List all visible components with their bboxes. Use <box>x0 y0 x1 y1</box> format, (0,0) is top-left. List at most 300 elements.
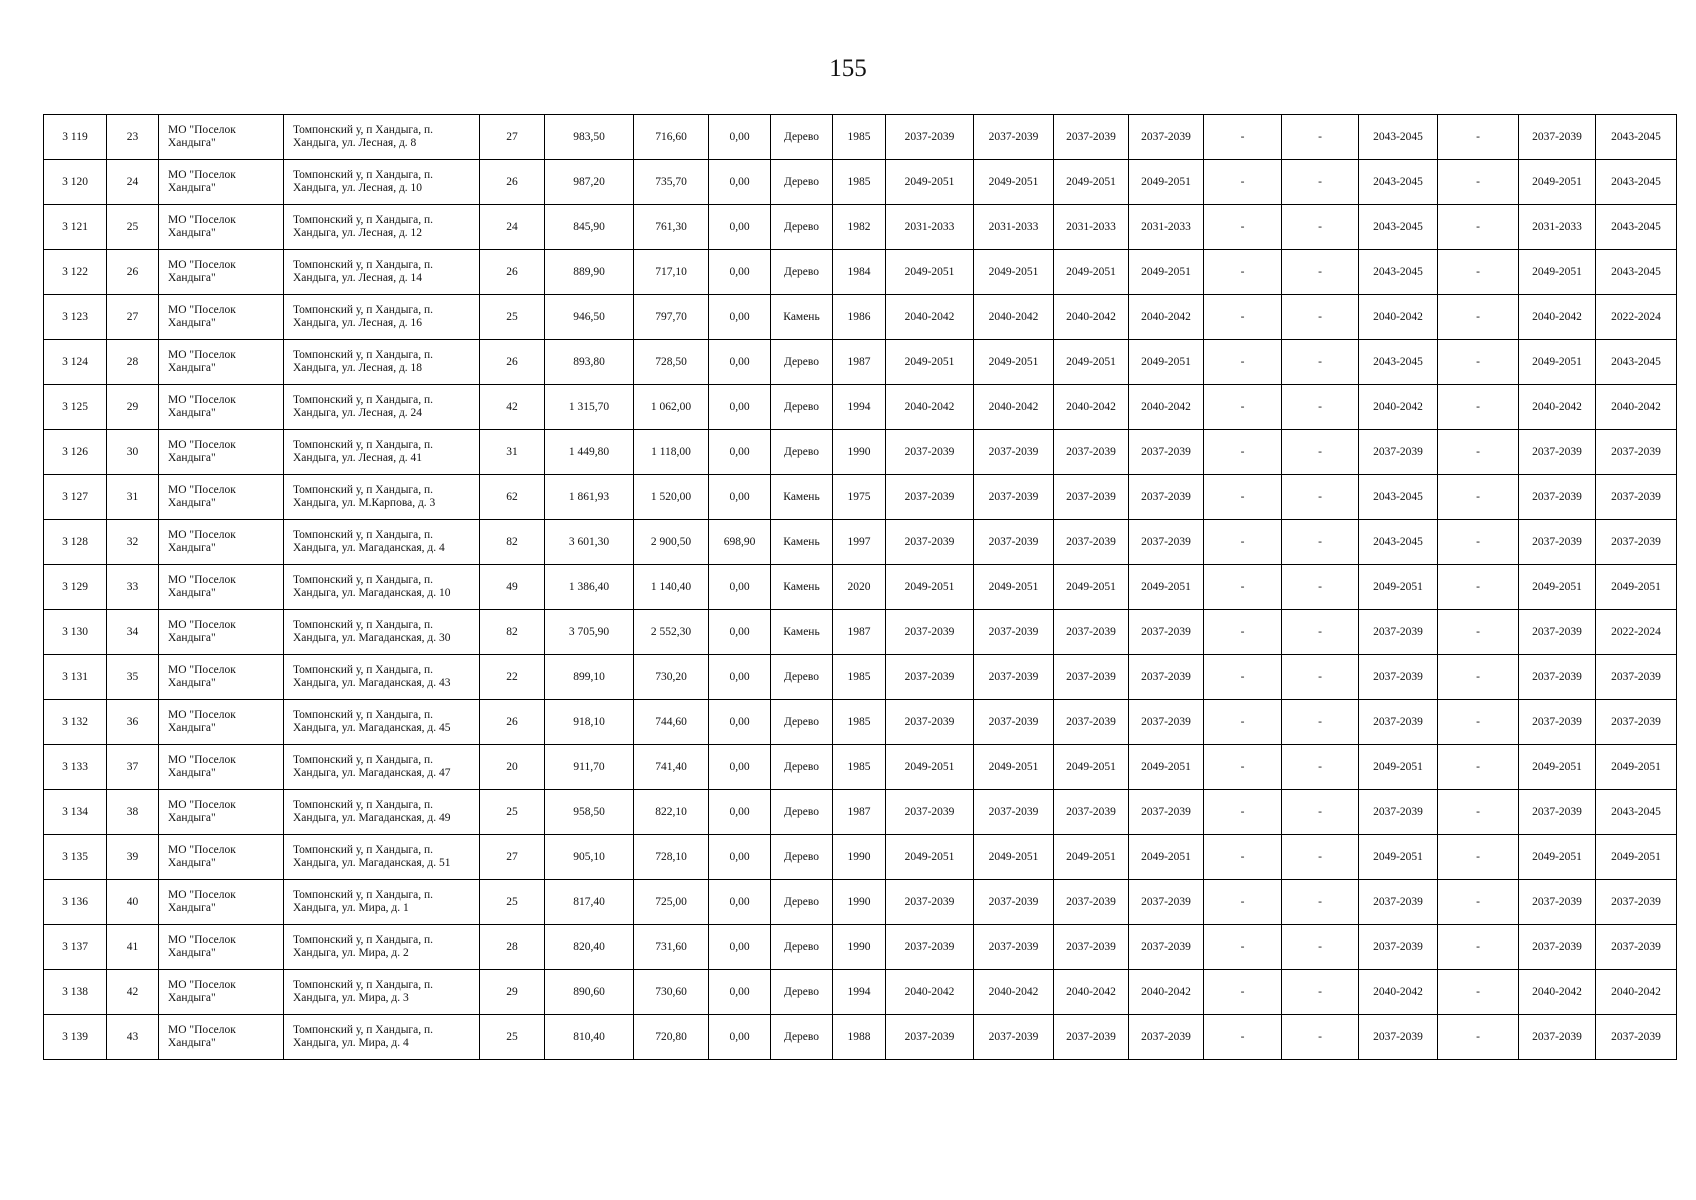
repair-period-6-cell: - <box>1282 205 1359 250</box>
row-number-cell: 3 134 <box>44 790 107 835</box>
apartments-count-cell: 82 <box>480 520 545 565</box>
nonresidential-area-cell: 0,00 <box>709 250 771 295</box>
residential-area-cell: 716,60 <box>634 115 709 160</box>
municipality-cell: МО "Поселок Хандыга" <box>159 925 284 970</box>
build-year-cell: 1990 <box>833 880 886 925</box>
apartments-count-cell: 26 <box>480 700 545 745</box>
row-number-cell: 3 126 <box>44 430 107 475</box>
repair-period-1-cell: 2049-2051 <box>886 340 974 385</box>
repair-period-2-cell: 2049-2051 <box>974 160 1054 205</box>
repair-period-9-cell: 2049-2051 <box>1519 250 1596 295</box>
table-row <box>44 610 1677 655</box>
total-area-cell: 889,90 <box>545 250 634 295</box>
wall-material-cell: Камень <box>771 295 833 340</box>
nonresidential-area-cell: 0,00 <box>709 475 771 520</box>
repair-period-7-cell: 2037-2039 <box>1359 430 1438 475</box>
wall-material-cell: Дерево <box>771 925 833 970</box>
repair-period-6-cell: - <box>1282 250 1359 295</box>
total-area-cell: 946,50 <box>545 295 634 340</box>
repair-period-8-cell: - <box>1438 1015 1519 1060</box>
apartments-count-cell: 26 <box>480 160 545 205</box>
repair-period-3-cell: 2037-2039 <box>1054 655 1129 700</box>
repair-period-7-cell: 2037-2039 <box>1359 700 1438 745</box>
row-number-cell: 3 137 <box>44 925 107 970</box>
nonresidential-area-cell: 0,00 <box>709 790 771 835</box>
residential-area-cell: 1 520,00 <box>634 475 709 520</box>
residential-area-cell: 730,60 <box>634 970 709 1015</box>
repair-period-6-cell: - <box>1282 745 1359 790</box>
repair-period-7-cell: 2043-2045 <box>1359 520 1438 565</box>
repair-period-9-cell: 2037-2039 <box>1519 700 1596 745</box>
repair-period-5-cell: - <box>1204 790 1282 835</box>
address-cell: Томпонский у, п Хандыга, п. Хандыга, ул. Магаданская, д. 45 <box>284 700 480 745</box>
build-year-cell: 1987 <box>833 340 886 385</box>
item-number-cell: 34 <box>107 610 159 655</box>
total-area-cell: 987,20 <box>545 160 634 205</box>
repair-period-7-cell: 2043-2045 <box>1359 340 1438 385</box>
repair-period-3-cell: 2040-2042 <box>1054 295 1129 340</box>
build-year-cell: 1990 <box>833 925 886 970</box>
repair-period-8-cell: - <box>1438 430 1519 475</box>
repair-period-8-cell: - <box>1438 655 1519 700</box>
repair-period-1-cell: 2031-2033 <box>886 205 974 250</box>
repair-period-9-cell: 2040-2042 <box>1519 295 1596 340</box>
nonresidential-area-cell: 698,90 <box>709 520 771 565</box>
repair-period-10-cell: 2037-2039 <box>1596 1015 1677 1060</box>
table-row <box>44 700 1677 745</box>
repair-period-6-cell: - <box>1282 475 1359 520</box>
item-number-cell: 24 <box>107 160 159 205</box>
repair-period-8-cell: - <box>1438 565 1519 610</box>
repair-period-9-cell: 2037-2039 <box>1519 655 1596 700</box>
wall-material-cell: Дерево <box>771 700 833 745</box>
row-number-cell: 3 124 <box>44 340 107 385</box>
repair-period-3-cell: 2049-2051 <box>1054 340 1129 385</box>
repair-period-6-cell: - <box>1282 430 1359 475</box>
repair-period-10-cell: 2049-2051 <box>1596 745 1677 790</box>
residential-area-cell: 728,50 <box>634 340 709 385</box>
repair-period-5-cell: - <box>1204 520 1282 565</box>
address-cell: Томпонский у, п Хандыга, п. Хандыга, ул. Лесная, д. 10 <box>284 160 480 205</box>
table-row <box>44 520 1677 565</box>
repair-period-6-cell: - <box>1282 790 1359 835</box>
repair-period-3-cell: 2037-2039 <box>1054 925 1129 970</box>
municipality-cell: МО "Поселок Хандыга" <box>159 880 284 925</box>
residential-area-cell: 1 062,00 <box>634 385 709 430</box>
repair-period-2-cell: 2049-2051 <box>974 565 1054 610</box>
repair-period-7-cell: 2043-2045 <box>1359 250 1438 295</box>
repair-period-4-cell: 2049-2051 <box>1129 340 1204 385</box>
address-cell: Томпонский у, п Хандыга, п. Хандыга, ул. Лесная, д. 41 <box>284 430 480 475</box>
nonresidential-area-cell: 0,00 <box>709 160 771 205</box>
wall-material-cell: Дерево <box>771 790 833 835</box>
item-number-cell: 40 <box>107 880 159 925</box>
wall-material-cell: Дерево <box>771 970 833 1015</box>
nonresidential-area-cell: 0,00 <box>709 925 771 970</box>
wall-material-cell: Дерево <box>771 160 833 205</box>
repair-period-7-cell: 2037-2039 <box>1359 655 1438 700</box>
repair-period-2-cell: 2037-2039 <box>974 115 1054 160</box>
build-year-cell: 1994 <box>833 970 886 1015</box>
repair-period-3-cell: 2037-2039 <box>1054 610 1129 655</box>
repair-period-4-cell: 2040-2042 <box>1129 385 1204 430</box>
row-number-cell: 3 131 <box>44 655 107 700</box>
repair-period-1-cell: 2037-2039 <box>886 655 974 700</box>
build-year-cell: 1987 <box>833 790 886 835</box>
repair-period-10-cell: 2037-2039 <box>1596 655 1677 700</box>
row-number-cell: 3 121 <box>44 205 107 250</box>
row-number-cell: 3 127 <box>44 475 107 520</box>
total-area-cell: 958,50 <box>545 790 634 835</box>
repair-period-1-cell: 2037-2039 <box>886 1015 974 1060</box>
row-number-cell: 3 122 <box>44 250 107 295</box>
municipality-cell: МО "Поселок Хандыга" <box>159 565 284 610</box>
wall-material-cell: Дерево <box>771 835 833 880</box>
repair-period-9-cell: 2037-2039 <box>1519 520 1596 565</box>
municipality-cell: МО "Поселок Хандыга" <box>159 745 284 790</box>
repair-period-9-cell: 2037-2039 <box>1519 790 1596 835</box>
repair-period-2-cell: 2037-2039 <box>974 790 1054 835</box>
repair-period-3-cell: 2037-2039 <box>1054 700 1129 745</box>
repair-period-6-cell: - <box>1282 295 1359 340</box>
repair-period-8-cell: - <box>1438 835 1519 880</box>
repair-period-10-cell: 2037-2039 <box>1596 880 1677 925</box>
apartments-count-cell: 20 <box>480 745 545 790</box>
total-area-cell: 1 315,70 <box>545 385 634 430</box>
repair-period-2-cell: 2049-2051 <box>974 340 1054 385</box>
repair-period-8-cell: - <box>1438 700 1519 745</box>
address-cell: Томпонский у, п Хандыга, п. Хандыга, ул. Магаданская, д. 49 <box>284 790 480 835</box>
table-row <box>44 340 1677 385</box>
repair-period-1-cell: 2049-2051 <box>886 250 974 295</box>
repair-period-1-cell: 2049-2051 <box>886 835 974 880</box>
nonresidential-area-cell: 0,00 <box>709 430 771 475</box>
repair-period-3-cell: 2031-2033 <box>1054 205 1129 250</box>
repair-period-10-cell: 2022-2024 <box>1596 610 1677 655</box>
repair-period-5-cell: - <box>1204 340 1282 385</box>
repair-period-6-cell: - <box>1282 520 1359 565</box>
repair-period-7-cell: 2043-2045 <box>1359 475 1438 520</box>
repair-period-2-cell: 2037-2039 <box>974 925 1054 970</box>
repair-period-5-cell: - <box>1204 970 1282 1015</box>
residential-area-cell: 725,00 <box>634 880 709 925</box>
municipality-cell: МО "Поселок Хандыга" <box>159 430 284 475</box>
repair-period-10-cell: 2037-2039 <box>1596 520 1677 565</box>
municipality-cell: МО "Поселок Хандыга" <box>159 655 284 700</box>
repair-period-5-cell: - <box>1204 295 1282 340</box>
nonresidential-area-cell: 0,00 <box>709 835 771 880</box>
repair-period-7-cell: 2040-2042 <box>1359 970 1438 1015</box>
build-year-cell: 1985 <box>833 745 886 790</box>
repair-period-7-cell: 2037-2039 <box>1359 610 1438 655</box>
table-row <box>44 970 1677 1015</box>
repair-period-9-cell: 2049-2051 <box>1519 835 1596 880</box>
table-row <box>44 1015 1677 1060</box>
repair-period-10-cell: 2037-2039 <box>1596 430 1677 475</box>
item-number-cell: 42 <box>107 970 159 1015</box>
repair-period-10-cell: 2043-2045 <box>1596 340 1677 385</box>
table-row <box>44 385 1677 430</box>
address-cell: Томпонский у, п Хандыга, п. Хандыга, ул. Лесная, д. 8 <box>284 115 480 160</box>
repair-period-8-cell: - <box>1438 385 1519 430</box>
build-year-cell: 2020 <box>833 565 886 610</box>
repair-period-9-cell: 2037-2039 <box>1519 115 1596 160</box>
repair-period-4-cell: 2037-2039 <box>1129 430 1204 475</box>
repair-period-3-cell: 2049-2051 <box>1054 835 1129 880</box>
repair-period-4-cell: 2037-2039 <box>1129 1015 1204 1060</box>
repair-period-7-cell: 2049-2051 <box>1359 565 1438 610</box>
table-row <box>44 925 1677 970</box>
municipality-cell: МО "Поселок Хандыга" <box>159 520 284 565</box>
municipality-cell: МО "Поселок Хандыга" <box>159 970 284 1015</box>
repair-period-4-cell: 2037-2039 <box>1129 925 1204 970</box>
repair-period-6-cell: - <box>1282 115 1359 160</box>
municipality-cell: МО "Поселок Хандыга" <box>159 1015 284 1060</box>
row-number-cell: 3 120 <box>44 160 107 205</box>
repair-period-9-cell: 2037-2039 <box>1519 430 1596 475</box>
repair-period-2-cell: 2037-2039 <box>974 520 1054 565</box>
table-body <box>44 115 1677 1060</box>
residential-area-cell: 717,10 <box>634 250 709 295</box>
build-year-cell: 1984 <box>833 250 886 295</box>
residential-area-cell: 720,80 <box>634 1015 709 1060</box>
repair-period-4-cell: 2037-2039 <box>1129 700 1204 745</box>
table-row <box>44 880 1677 925</box>
repair-period-2-cell: 2037-2039 <box>974 655 1054 700</box>
nonresidential-area-cell: 0,00 <box>709 565 771 610</box>
nonresidential-area-cell: 0,00 <box>709 880 771 925</box>
item-number-cell: 33 <box>107 565 159 610</box>
repair-period-1-cell: 2037-2039 <box>886 430 974 475</box>
total-area-cell: 983,50 <box>545 115 634 160</box>
repair-period-3-cell: 2037-2039 <box>1054 430 1129 475</box>
repair-period-9-cell: 2037-2039 <box>1519 610 1596 655</box>
residential-area-cell: 797,70 <box>634 295 709 340</box>
repair-period-2-cell: 2031-2033 <box>974 205 1054 250</box>
repair-period-2-cell: 2037-2039 <box>974 430 1054 475</box>
table-row <box>44 745 1677 790</box>
repair-period-4-cell: 2031-2033 <box>1129 205 1204 250</box>
wall-material-cell: Дерево <box>771 430 833 475</box>
total-area-cell: 905,10 <box>545 835 634 880</box>
repair-period-9-cell: 2049-2051 <box>1519 565 1596 610</box>
build-year-cell: 1975 <box>833 475 886 520</box>
repair-period-5-cell: - <box>1204 925 1282 970</box>
apartments-count-cell: 62 <box>480 475 545 520</box>
residential-area-cell: 735,70 <box>634 160 709 205</box>
repair-period-8-cell: - <box>1438 475 1519 520</box>
wall-material-cell: Дерево <box>771 205 833 250</box>
residential-area-cell: 730,20 <box>634 655 709 700</box>
repair-period-6-cell: - <box>1282 700 1359 745</box>
repair-period-4-cell: 2049-2051 <box>1129 835 1204 880</box>
total-area-cell: 1 449,80 <box>545 430 634 475</box>
apartments-count-cell: 27 <box>480 115 545 160</box>
address-cell: Томпонский у, п Хандыга, п. Хандыга, ул. Лесная, д. 16 <box>284 295 480 340</box>
address-cell: Томпонский у, п Хандыга, п. Хандыга, ул. Лесная, д. 24 <box>284 385 480 430</box>
repair-period-7-cell: 2043-2045 <box>1359 205 1438 250</box>
municipality-cell: МО "Поселок Хандыга" <box>159 790 284 835</box>
repair-period-3-cell: 2037-2039 <box>1054 475 1129 520</box>
total-area-cell: 817,40 <box>545 880 634 925</box>
repair-period-3-cell: 2037-2039 <box>1054 115 1129 160</box>
repair-period-10-cell: 2043-2045 <box>1596 115 1677 160</box>
repair-period-8-cell: - <box>1438 250 1519 295</box>
item-number-cell: 29 <box>107 385 159 430</box>
repair-period-5-cell: - <box>1204 610 1282 655</box>
repair-period-8-cell: - <box>1438 970 1519 1015</box>
repair-period-4-cell: 2040-2042 <box>1129 970 1204 1015</box>
repair-period-5-cell: - <box>1204 655 1282 700</box>
repair-period-6-cell: - <box>1282 340 1359 385</box>
repair-period-9-cell: 2037-2039 <box>1519 1015 1596 1060</box>
municipality-cell: МО "Поселок Хандыга" <box>159 610 284 655</box>
repair-period-7-cell: 2037-2039 <box>1359 1015 1438 1060</box>
repair-period-8-cell: - <box>1438 160 1519 205</box>
municipality-cell: МО "Поселок Хандыга" <box>159 700 284 745</box>
repair-period-1-cell: 2037-2039 <box>886 115 974 160</box>
nonresidential-area-cell: 0,00 <box>709 115 771 160</box>
repair-period-4-cell: 2037-2039 <box>1129 115 1204 160</box>
repair-period-5-cell: - <box>1204 115 1282 160</box>
build-year-cell: 1985 <box>833 700 886 745</box>
build-year-cell: 1990 <box>833 430 886 475</box>
item-number-cell: 27 <box>107 295 159 340</box>
item-number-cell: 39 <box>107 835 159 880</box>
repair-period-10-cell: 2037-2039 <box>1596 925 1677 970</box>
repair-period-4-cell: 2037-2039 <box>1129 655 1204 700</box>
address-cell: Томпонский у, п Хандыга, п. Хандыга, ул. Мира, д. 3 <box>284 970 480 1015</box>
apartments-count-cell: 27 <box>480 835 545 880</box>
repair-period-7-cell: 2037-2039 <box>1359 925 1438 970</box>
residential-area-cell: 822,10 <box>634 790 709 835</box>
repair-period-9-cell: 2040-2042 <box>1519 385 1596 430</box>
apartments-count-cell: 24 <box>480 205 545 250</box>
repair-period-10-cell: 2043-2045 <box>1596 250 1677 295</box>
wall-material-cell: Дерево <box>771 1015 833 1060</box>
item-number-cell: 41 <box>107 925 159 970</box>
repair-period-1-cell: 2037-2039 <box>886 790 974 835</box>
municipality-cell: МО "Поселок Хандыга" <box>159 160 284 205</box>
total-area-cell: 893,80 <box>545 340 634 385</box>
repair-period-5-cell: - <box>1204 835 1282 880</box>
repair-period-1-cell: 2037-2039 <box>886 700 974 745</box>
repair-period-6-cell: - <box>1282 565 1359 610</box>
repair-period-7-cell: 2043-2045 <box>1359 160 1438 205</box>
repair-period-1-cell: 2040-2042 <box>886 970 974 1015</box>
repair-period-9-cell: 2049-2051 <box>1519 340 1596 385</box>
repair-period-6-cell: - <box>1282 1015 1359 1060</box>
repair-period-1-cell: 2037-2039 <box>886 610 974 655</box>
repair-period-5-cell: - <box>1204 205 1282 250</box>
apartments-count-cell: 25 <box>480 1015 545 1060</box>
wall-material-cell: Дерево <box>771 250 833 295</box>
repair-period-7-cell: 2049-2051 <box>1359 835 1438 880</box>
item-number-cell: 38 <box>107 790 159 835</box>
apartments-count-cell: 25 <box>480 790 545 835</box>
address-cell: Томпонский у, п Хандыга, п. Хандыга, ул. М.Карпова, д. 3 <box>284 475 480 520</box>
total-area-cell: 3 705,90 <box>545 610 634 655</box>
repair-period-3-cell: 2040-2042 <box>1054 970 1129 1015</box>
build-year-cell: 1986 <box>833 295 886 340</box>
repair-period-7-cell: 2037-2039 <box>1359 790 1438 835</box>
total-area-cell: 845,90 <box>545 205 634 250</box>
repair-period-7-cell: 2040-2042 <box>1359 385 1438 430</box>
wall-material-cell: Дерево <box>771 880 833 925</box>
repair-period-1-cell: 2037-2039 <box>886 925 974 970</box>
apartments-count-cell: 26 <box>480 340 545 385</box>
item-number-cell: 23 <box>107 115 159 160</box>
repair-period-4-cell: 2049-2051 <box>1129 160 1204 205</box>
residential-area-cell: 741,40 <box>634 745 709 790</box>
repair-period-3-cell: 2049-2051 <box>1054 250 1129 295</box>
wall-material-cell: Дерево <box>771 655 833 700</box>
nonresidential-area-cell: 0,00 <box>709 205 771 250</box>
repair-period-5-cell: - <box>1204 385 1282 430</box>
row-number-cell: 3 130 <box>44 610 107 655</box>
repair-period-2-cell: 2037-2039 <box>974 1015 1054 1060</box>
apartments-count-cell: 31 <box>480 430 545 475</box>
repair-period-5-cell: - <box>1204 745 1282 790</box>
repair-period-10-cell: 2043-2045 <box>1596 160 1677 205</box>
total-area-cell: 911,70 <box>545 745 634 790</box>
repair-period-7-cell: 2043-2045 <box>1359 115 1438 160</box>
repair-period-10-cell: 2049-2051 <box>1596 835 1677 880</box>
build-year-cell: 1985 <box>833 655 886 700</box>
municipality-cell: МО "Поселок Хандыга" <box>159 385 284 430</box>
repair-period-8-cell: - <box>1438 610 1519 655</box>
repair-period-8-cell: - <box>1438 745 1519 790</box>
apartments-count-cell: 26 <box>480 250 545 295</box>
build-year-cell: 1988 <box>833 1015 886 1060</box>
apartments-count-cell: 29 <box>480 970 545 1015</box>
repair-period-5-cell: - <box>1204 430 1282 475</box>
table-row <box>44 160 1677 205</box>
nonresidential-area-cell: 0,00 <box>709 655 771 700</box>
apartments-count-cell: 42 <box>480 385 545 430</box>
municipality-cell: МО "Поселок Хандыга" <box>159 115 284 160</box>
row-number-cell: 3 133 <box>44 745 107 790</box>
item-number-cell: 31 <box>107 475 159 520</box>
municipality-cell: МО "Поселок Хандыга" <box>159 205 284 250</box>
repair-period-4-cell: 2037-2039 <box>1129 880 1204 925</box>
repair-period-4-cell: 2040-2042 <box>1129 295 1204 340</box>
municipality-cell: МО "Поселок Хандыга" <box>159 295 284 340</box>
apartments-count-cell: 25 <box>480 295 545 340</box>
residential-area-cell: 1 140,40 <box>634 565 709 610</box>
wall-material-cell: Дерево <box>771 115 833 160</box>
repair-period-7-cell: 2037-2039 <box>1359 880 1438 925</box>
address-cell: Томпонский у, п Хандыга, п. Хандыга, ул. Магаданская, д. 47 <box>284 745 480 790</box>
nonresidential-area-cell: 0,00 <box>709 970 771 1015</box>
repair-period-4-cell: 2037-2039 <box>1129 610 1204 655</box>
build-year-cell: 1982 <box>833 205 886 250</box>
item-number-cell: 25 <box>107 205 159 250</box>
repair-period-2-cell: 2037-2039 <box>974 700 1054 745</box>
apartments-count-cell: 25 <box>480 880 545 925</box>
repair-period-2-cell: 2049-2051 <box>974 835 1054 880</box>
apartments-count-cell: 49 <box>480 565 545 610</box>
apartments-count-cell: 82 <box>480 610 545 655</box>
repair-period-5-cell: - <box>1204 880 1282 925</box>
row-number-cell: 3 123 <box>44 295 107 340</box>
repair-period-3-cell: 2049-2051 <box>1054 745 1129 790</box>
build-year-cell: 1985 <box>833 115 886 160</box>
repair-period-7-cell: 2049-2051 <box>1359 745 1438 790</box>
nonresidential-area-cell: 0,00 <box>709 700 771 745</box>
repair-period-8-cell: - <box>1438 295 1519 340</box>
total-area-cell: 810,40 <box>545 1015 634 1060</box>
